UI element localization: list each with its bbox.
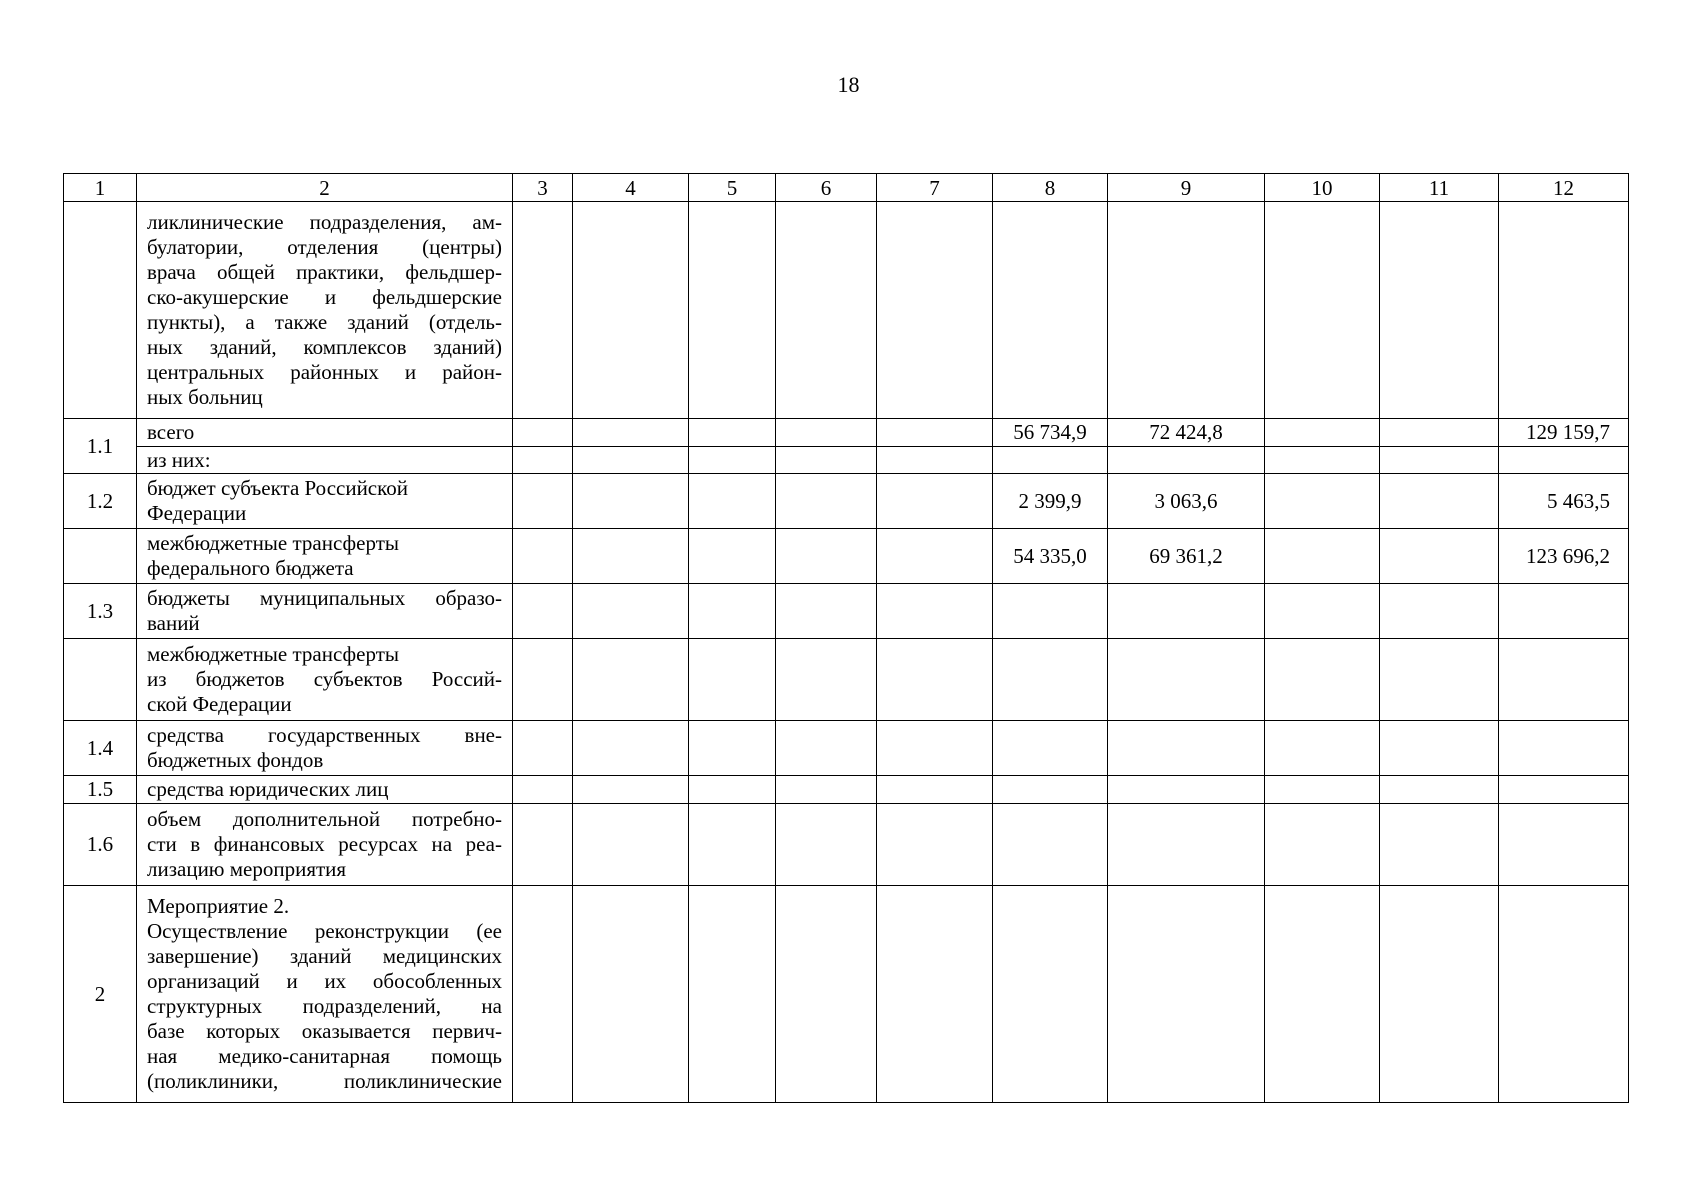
description-line: пункты), а также зданий (отдель-: [147, 310, 502, 334]
table-header-row: [64, 174, 1629, 202]
header-cell: 7: [877, 174, 993, 202]
value-cell: 3 063,6: [1108, 474, 1265, 529]
description-line: бюджеты муниципальных образо-: [147, 586, 502, 610]
row-description: [137, 419, 513, 447]
header-cell: 11: [1380, 174, 1499, 202]
table-row: [64, 721, 1629, 776]
description-line: структурных подразделений, на: [147, 994, 502, 1018]
row-number: 2: [64, 886, 137, 1103]
row-number: 1.4: [64, 721, 137, 776]
row-description: [137, 202, 513, 419]
row-number: 1.1: [64, 419, 137, 474]
description-line: сти в финансовых ресурсах на реа-: [147, 832, 502, 856]
header-cell: 3: [513, 174, 573, 202]
row-number: [64, 202, 137, 419]
table-row: [64, 474, 1629, 529]
description-line: ваний: [147, 611, 200, 635]
table-row: [64, 419, 1629, 447]
value-cell: 69 361,2: [1108, 529, 1265, 584]
table-row: [64, 584, 1629, 639]
description-line: межбюджетные трансферты: [147, 531, 399, 555]
table-row: [64, 639, 1629, 721]
value-cell: 123 696,2: [1499, 529, 1629, 584]
table-row: [64, 529, 1629, 584]
table-row: [64, 447, 1629, 474]
description-line: ской Федерации: [147, 692, 292, 716]
header-cell: 5: [689, 174, 776, 202]
row-number: [64, 529, 137, 584]
header-cell: 12: [1499, 174, 1629, 202]
row-description: [137, 639, 513, 721]
description-line: завершение) зданий медицинских: [147, 944, 502, 968]
row-description: [137, 804, 513, 886]
value-cell: 54 335,0: [993, 529, 1108, 584]
value-cell: 2 399,9: [993, 474, 1108, 529]
description-line: федерального бюджета: [147, 556, 354, 580]
row-description: [137, 776, 513, 804]
row-description: [137, 584, 513, 639]
header-cell: 9: [1108, 174, 1265, 202]
header-cell: 2: [137, 174, 513, 202]
description-line: средства государственных вне-: [147, 723, 502, 747]
row-number: 1.2: [64, 474, 137, 529]
row-description: [137, 447, 513, 474]
row-number: 1.6: [64, 804, 137, 886]
description-line: Федерации: [147, 501, 247, 525]
description-line: бюджетных фондов: [147, 748, 324, 772]
value-cell: 72 424,8: [1108, 419, 1265, 447]
description-line: врача общей практики, фельдшер-: [147, 260, 502, 284]
description-line: ная медико-санитарная помощь: [147, 1044, 502, 1068]
financing-table: [63, 173, 1629, 1103]
description-line: ных больниц: [147, 385, 263, 409]
table-row: [64, 202, 1629, 419]
description-line: лизацию мероприятия: [147, 857, 347, 881]
description-line: из бюджетов субъектов Россий-: [147, 667, 502, 691]
description-line: центральных районных и район-: [147, 360, 502, 384]
row-description: [137, 474, 513, 529]
description-line: Осуществление реконструкции (ее: [147, 919, 502, 943]
description-line: межбюджетные трансферты: [147, 642, 399, 666]
value-cell: 56 734,9: [993, 419, 1108, 447]
description-line: организаций и их обособленных: [147, 969, 502, 993]
description-line: ликлинические подразделения, ам-: [147, 210, 502, 234]
description-line: объем дополнительной потребно-: [147, 807, 502, 831]
description-line: из них:: [147, 447, 211, 472]
description-line: базе которых оказывается первич-: [147, 1019, 502, 1043]
description-line: всего: [147, 420, 195, 444]
table-row: [64, 776, 1629, 804]
table-row: [64, 886, 1629, 1103]
row-description: [137, 529, 513, 584]
description-line: бюджет субъекта Российской: [147, 476, 409, 500]
header-cell: 4: [573, 174, 689, 202]
row-number: 1.3: [64, 584, 137, 639]
row-number: [64, 639, 137, 721]
header-cell: 10: [1265, 174, 1380, 202]
row-description: [137, 721, 513, 776]
table-row: [64, 804, 1629, 886]
header-cell: 6: [776, 174, 877, 202]
description-line: средства юридических лиц: [147, 777, 389, 801]
value-cell: 129 159,7: [1499, 419, 1629, 447]
description-line: булатории, отделения (центры): [147, 235, 502, 259]
header-cell: 8: [993, 174, 1108, 202]
page-number: 18: [837, 72, 860, 97]
description-line: (поликлиники, поликлинические: [147, 1069, 502, 1093]
row-description: [137, 886, 513, 1103]
header-cell: 1: [64, 174, 137, 202]
value-cell: 5 463,5: [1499, 474, 1629, 529]
description-line: Мероприятие 2.: [147, 894, 290, 918]
row-number: 1.5: [64, 776, 137, 804]
description-line: ско-акушерские и фельдшерские: [147, 285, 502, 309]
description-line: ных зданий, комплексов зданий): [147, 335, 502, 359]
